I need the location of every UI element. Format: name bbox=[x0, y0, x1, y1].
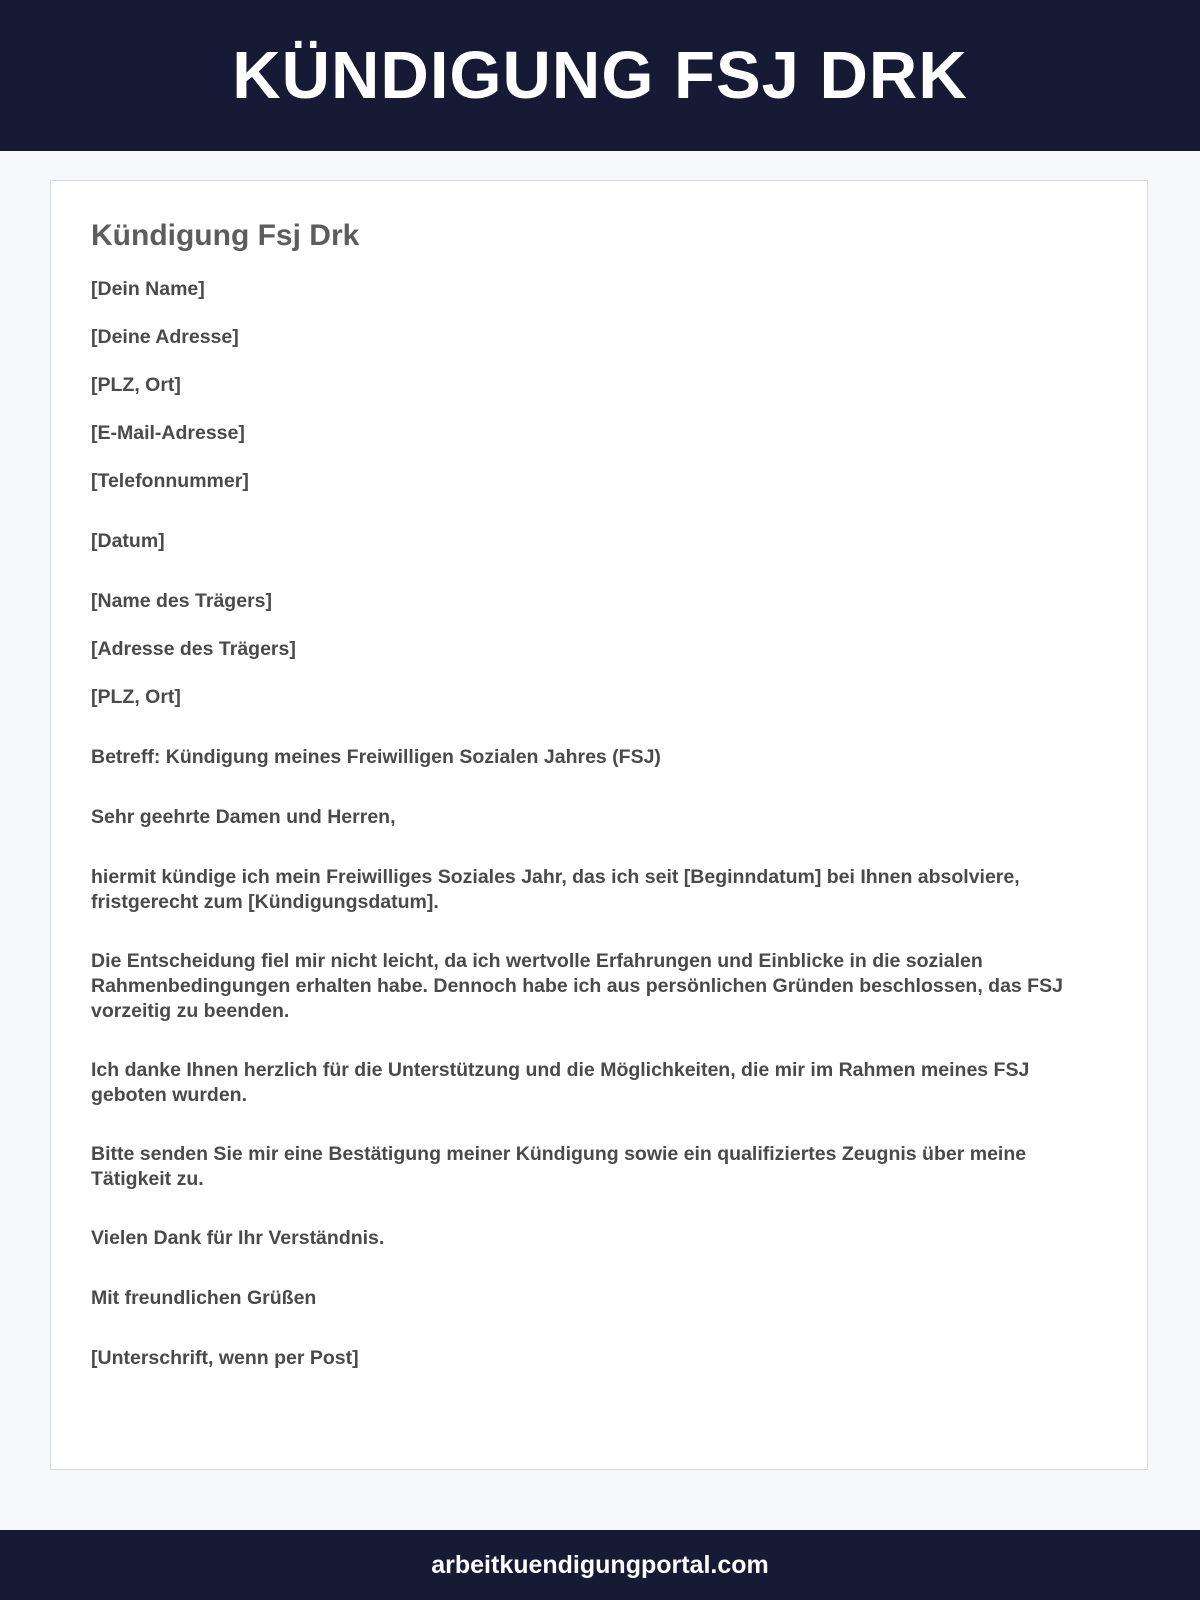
letter-paragraph: Bitte senden Sie mir eine Bestätigung meiner Kündigung sowie ein qualifiziertes Zeugnis über meine Tätigkeit zu. bbox=[91, 1143, 1027, 1190]
letter-paragraph: hiermit kündige ich mein Freiwilliges Soziales Jahr, das ich seit [Beginndatum] bei Ihnen absolviere, fristgerecht zum [Kündigungsdatum]. bbox=[91, 866, 1020, 913]
letter-subject: Betreff: Kündigung meines Freiwilligen Sozialen Jahres (FSJ) bbox=[91, 746, 661, 768]
page-title: KÜNDIGUNG FSJ DRK bbox=[232, 38, 968, 113]
letter-paragraph: Die Entscheidung fiel mir nicht leicht, da ich wertvolle Erfahrungen und Einblicke in die sozialen Rahmenbedingungen erhalten habe. Dennoch habe ich aus persönlichen Gründen beschlossen, das FSJ vorzeitig zu beenden. bbox=[91, 950, 1063, 1022]
recipient-address: [Adresse des Trägers] bbox=[91, 638, 296, 660]
sender-city: [PLZ, Ort] bbox=[91, 374, 181, 396]
recipient-name: [Name des Trägers] bbox=[91, 590, 272, 612]
recipient-city: [PLZ, Ort] bbox=[91, 686, 181, 708]
page-header bbox=[0, 0, 1200, 151]
sender-phone: [Telefonnummer] bbox=[91, 470, 249, 492]
letter-signature: [Unterschrift, wenn per Post] bbox=[91, 1347, 359, 1369]
sender-address: [Deine Adresse] bbox=[91, 326, 239, 348]
letter-thanks: Vielen Dank für Ihr Verständnis. bbox=[91, 1227, 385, 1249]
sender-email: [E-Mail-Adresse] bbox=[91, 422, 245, 444]
letter-closing: Mit freundlichen Grüßen bbox=[91, 1287, 317, 1309]
letter-salutation: Sehr geehrte Damen und Herren, bbox=[91, 806, 396, 828]
letter-paragraph: Ich danke Ihnen herzlich für die Unterstützung und die Möglichkeiten, die mir im Rahmen meines FSJ geboten wurden. bbox=[91, 1059, 1030, 1106]
letter-date: [Datum] bbox=[91, 530, 165, 552]
letter-card bbox=[50, 180, 1148, 1470]
footer-site-name: arbeitkuendigungportal.com bbox=[431, 1550, 769, 1579]
sender-name: [Dein Name] bbox=[91, 278, 205, 300]
page-footer bbox=[0, 1530, 1200, 1600]
document-title: Kündigung Fsj Drk bbox=[91, 219, 360, 252]
